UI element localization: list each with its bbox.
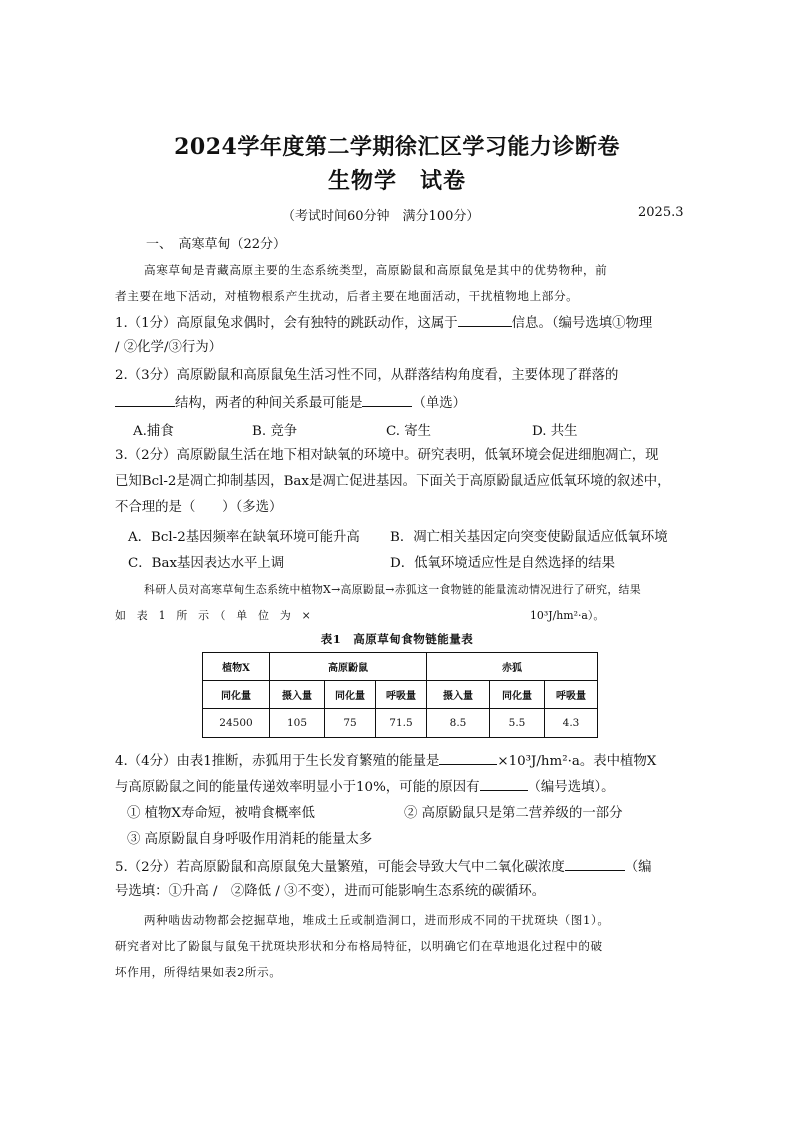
table-cell: 75 (325, 709, 376, 738)
q5-text-cont: （编 (624, 860, 652, 875)
q5-line2: 号选填：①升高 / ②降低 / ③不变），进而可能影响生态系统的碳循环。 (115, 884, 546, 899)
q3-line1: 3.（2分）高原鼢鼠生活在地下相对缺氧的环境中。研究表明，低氧环境会促进细胞凋亡，现 (115, 448, 659, 463)
q2-option-a[interactable]: A.捕食 (133, 424, 174, 439)
q4-option-2[interactable]: ② 高原鼢鼠只是第二营养级的一部分 (404, 806, 623, 821)
q2-option-d[interactable]: D. 共生 (532, 424, 578, 439)
q3-line3: 不合理的是（ ）（多选） (115, 500, 283, 515)
table-header-row (203, 681, 598, 709)
q2-line1: 2.（3分）高原鼢鼠和高原鼠兔生活习性不同，从群落结构角度看，主要体现了群落的 (115, 368, 619, 383)
table-col-header: 同化量 (203, 681, 270, 709)
q4-option-1[interactable]: ① 植物X寿命短，被啃食概率低 (127, 806, 315, 821)
question-4-line2 (115, 776, 685, 798)
q1-line2: / ②化学/③行为） (115, 340, 223, 355)
q2-text-cont: （单选） (412, 396, 467, 411)
intro3-line1: 两种啮齿动物都会挖掘草地，堆成土丘或制造洞口，进而形成不同的干扰斑块（图1）。 (144, 913, 610, 927)
table-col-header: 摄入量 (270, 681, 325, 709)
q5-text: 5.（2分）若高原鼢鼠和高原鼠兔大量繁殖，可能会导致大气中二氧化碳浓度 (115, 860, 565, 875)
table-row (203, 709, 598, 738)
q1-answer-blank[interactable] (458, 312, 512, 327)
table-group-plant: 植物X (203, 653, 270, 681)
exam-subtitle: 生物学 试卷 (327, 168, 466, 194)
q2-text: 结构，两者的种间关系最可能是 (175, 396, 363, 411)
q2-option-c[interactable]: C. 寄生 (386, 424, 432, 439)
table-col-header: 同化量 (325, 681, 376, 709)
intro2-line2-start: 如 表 1 所 示 （ 单 位 为 × (115, 609, 311, 622)
table-cell: 5.5 (490, 709, 545, 738)
energy-table (202, 652, 598, 738)
question-2-line2 (115, 392, 685, 414)
q5-blank[interactable] (565, 856, 625, 871)
table-group-zokor: 高原鼢鼠 (270, 653, 427, 681)
q4-blank-2[interactable] (480, 776, 528, 791)
table-cell: 8.5 (427, 709, 490, 738)
q3-option-a[interactable]: A．Bcl-2基因频率在缺氧环境可能升高 (128, 530, 360, 545)
q1-text: 1.（1分）高原鼠兔求偶时，会有独特的跳跃动作，这属于 (115, 316, 458, 331)
q4-blank-1[interactable] (439, 750, 497, 765)
exam-date: 2025.3 (638, 205, 684, 220)
table-group-fox: 赤狐 (427, 653, 598, 681)
table-group-row (203, 653, 598, 681)
table-cell: 24500 (203, 709, 270, 738)
q4-option-3[interactable]: ③ 高原鼢鼠自身呼吸作用消耗的能量太多 (127, 832, 373, 847)
q3-option-d[interactable]: D．低氧环境适应性是自然选择的结果 (390, 556, 615, 571)
q3-option-c[interactable]: C．Bax基因表达水平上调 (128, 556, 285, 571)
section-heading: 一、 高寒草甸（22分） (146, 237, 287, 252)
q1-text-cont: 信息。（编号选填①物理 (511, 316, 653, 331)
table-col-header: 呼吸量 (376, 681, 427, 709)
table-cell: 71.5 (376, 709, 427, 738)
q4-text-cont: ×10³J/hm²·a。表中植物X (497, 754, 657, 769)
q2-option-b[interactable]: B. 竞争 (252, 424, 298, 439)
question-5 (115, 856, 685, 878)
intro3-line3: 坏作用，所得结果如表2所示。 (115, 965, 282, 979)
intro2-line2 (115, 606, 685, 626)
question-4 (115, 750, 685, 772)
intro1-line1: 高寒草甸是青藏高原主要的生态系统类型，高原鼢鼠和高原鼠兔是其中的优势物种，前 (144, 263, 608, 277)
table-col-header: 摄入量 (427, 681, 490, 709)
table-col-header: 呼吸量 (545, 681, 598, 709)
q2-blank-2[interactable] (362, 392, 412, 407)
q3-line2: 已知Bcl-2是凋亡抑制基因，Bax是凋亡促进基因。下面关于高原鼢鼠适应低氧环境的叙述中， (115, 474, 671, 489)
table-cell: 105 (270, 709, 325, 738)
question-1 (115, 312, 685, 334)
table-cell: 4.3 (545, 709, 598, 738)
exam-info: （考试时间60分钟 满分100分） (282, 209, 480, 224)
intro2-line1: 科研人员对高寒草甸生态系统中植物X→高原鼢鼠→赤狐这一食物链的能量流动情况进行了研究，结果 (144, 583, 641, 596)
q2-blank-1[interactable] (115, 392, 175, 407)
intro3-line2: 研究者对比了鼢鼠与鼠兔干扰斑块形状和分布格局特征，以明确它们在草地退化过程中的破 (115, 939, 603, 953)
table1-caption: 表1 高原草甸食物链能量表 (320, 632, 474, 646)
q4-text: 4.（4分）由表1推断，赤狐用于生长发育繁殖的能量是 (115, 754, 440, 769)
table-col-header: 同化量 (490, 681, 545, 709)
q3-option-b[interactable]: B．凋亡相关基因定向突变使鼢鼠适应低氧环境 (390, 530, 668, 545)
q4-line2-text: 与高原鼢鼠之间的能量传递效率明显小于10%，可能的原因有 (115, 780, 480, 795)
q4-line2-cont: （编号选填）。 (527, 780, 615, 795)
intro1-line2: 者主要在地下活动，对植物根系产生扰动，后者主要在地面活动，干扰植物地上部分。 (115, 289, 579, 303)
intro2-unit: 10³J/hm²·a）。 (530, 609, 605, 622)
exam-title: 2024学年度第二学期徐汇区学习能力诊断卷 (174, 134, 620, 160)
